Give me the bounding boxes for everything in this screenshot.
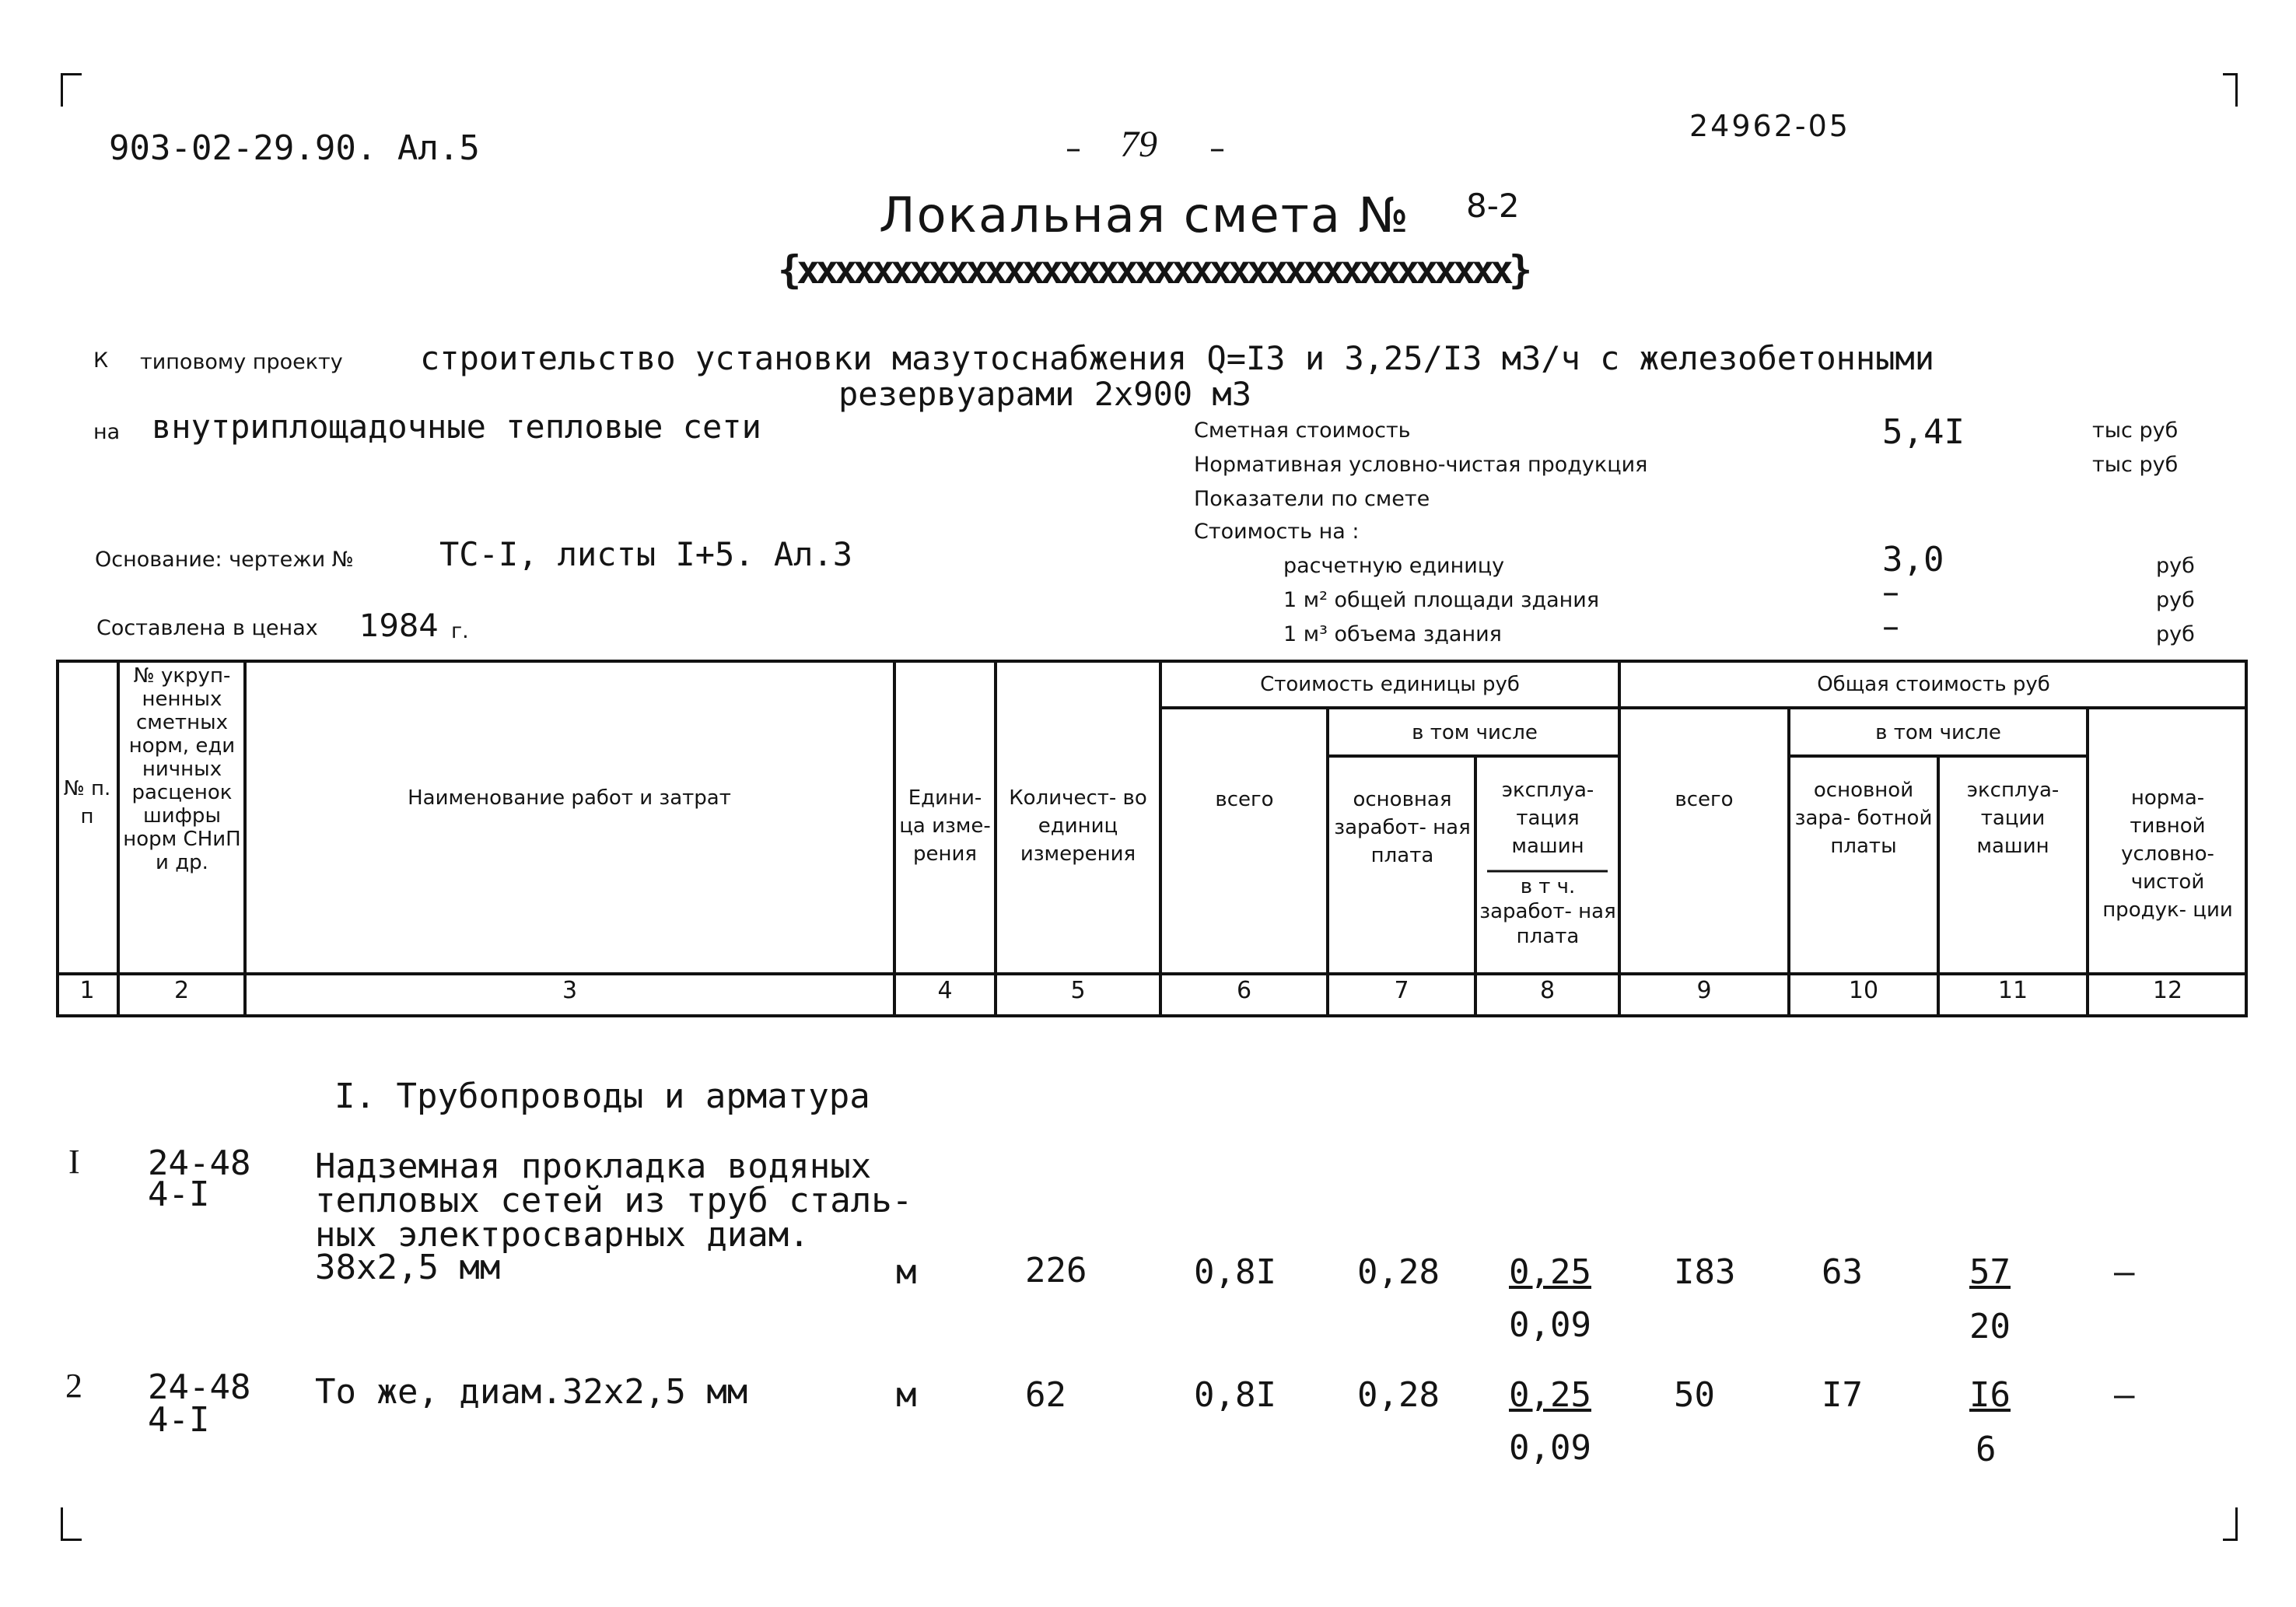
- crop-mark-bottom-right: [2223, 1507, 2238, 1541]
- row-number: 2: [65, 1367, 82, 1405]
- volume-unit: руб: [2156, 622, 2195, 646]
- row-code-line-1: 24-48: [148, 1143, 251, 1183]
- row-unit-machines-wage: 0,09: [1509, 1305, 1591, 1345]
- crop-mark-bottom-left: [61, 1507, 82, 1541]
- struck-out-line: {xxxxxxxxxxxxxxxxxxxxxxxxxxxxxxxxxxxxxx}: [778, 247, 1528, 292]
- header-unit-wage: основная заработ- ная плата: [1334, 788, 1471, 867]
- row-total-machines-wage: 6: [1976, 1430, 1997, 1469]
- row-unit-machines: 0,25: [1509, 1252, 1591, 1292]
- row-name-line-3: ных электросварных диам.: [315, 1215, 810, 1255]
- row-unit: м: [896, 1375, 917, 1415]
- header-unit-cost-group: Стоимость единицы руб: [1260, 673, 1520, 696]
- project-line-1: строительство установки мазутоснабжения Q=I3 и 3,25/I3 м3/ч с железобетонными: [420, 339, 1935, 377]
- header-num: № п. п: [63, 777, 111, 828]
- document-code: 903-02-29.90. Ал.5: [109, 128, 480, 168]
- na-label: на: [93, 420, 121, 444]
- header-unit-machines: эксплуа- тация машин: [1501, 779, 1594, 858]
- row-number: I: [68, 1143, 80, 1181]
- basis-label: Основание: чертежи №: [95, 548, 354, 572]
- col-number-9: 9: [1696, 977, 1712, 1004]
- header-total-wage: основной зара- ботной платы: [1794, 779, 1933, 858]
- cost-value: 5,4I: [1882, 412, 1965, 452]
- row-total: 50: [1674, 1375, 1715, 1415]
- project-line-2: резервуарами 2х900 м3: [838, 375, 1252, 413]
- row-total-machines: I6: [1969, 1375, 2011, 1415]
- crop-mark-top-right: [2223, 73, 2238, 107]
- row-unit-wage: 0,28: [1357, 1252, 1440, 1292]
- row-unit: м: [896, 1252, 917, 1292]
- row-code-line-1: 24-48: [148, 1367, 251, 1407]
- crop-mark-top-left: [61, 73, 82, 107]
- volume-label: 1 м³ объема здания: [1283, 622, 1502, 646]
- area-value: –: [1882, 572, 1899, 612]
- header-total-machines: эксплуа- тации машин: [1966, 779, 2060, 858]
- row-total-wage: I7: [1822, 1375, 1863, 1415]
- row-quantity: 62: [1025, 1375, 1066, 1415]
- header-total-cost-group: Общая стоимость руб: [1817, 673, 2050, 696]
- cost-label: Сметная стоимость: [1194, 418, 1411, 443]
- header-quantity: Количест- во единиц измерения: [1009, 786, 1147, 866]
- row-total-machines-wage: 20: [1969, 1307, 2011, 1346]
- k-label: К: [93, 348, 109, 373]
- row-name-line-4: 38х2,5 мм: [315, 1248, 501, 1287]
- row-unit-wage: 0,28: [1357, 1375, 1440, 1415]
- col-number-5: 5: [1070, 977, 1086, 1004]
- row-unit-machines-wage: 0,09: [1509, 1428, 1591, 1468]
- row-unit-total: 0,8I: [1194, 1252, 1276, 1292]
- header-unit-machines-wage: в т ч. заработ- ная плата: [1479, 875, 1616, 948]
- row-unit-total: 0,8I: [1194, 1375, 1276, 1415]
- table-header: [56, 660, 2248, 1017]
- area-label: 1 м² общей площади здания: [1283, 588, 1600, 612]
- header-name: Наименование работ и затрат: [408, 786, 731, 810]
- row-net-products: –: [2114, 1375, 2135, 1415]
- row-quantity: 226: [1025, 1251, 1087, 1290]
- page-dash-left: –: [1066, 131, 1081, 166]
- col-number-1: 1: [79, 977, 95, 1004]
- na-value: внутриплощадочные тепловые сети: [152, 408, 761, 446]
- col-number-2: 2: [173, 977, 190, 1004]
- cost-per-label: Стоимость на :: [1194, 520, 1360, 544]
- prices-year: 1984: [359, 608, 439, 644]
- row-net-products: –: [2114, 1252, 2135, 1292]
- header-incl-total: в том числе: [1875, 721, 2001, 744]
- row-code-line-2: 4-I: [148, 1175, 210, 1214]
- row-total-machines: 57: [1969, 1252, 2011, 1292]
- page-number: 79: [1120, 124, 1157, 165]
- volume-value: –: [1882, 607, 1899, 646]
- col-number-8: 8: [1539, 977, 1556, 1004]
- header-total: всего: [1675, 788, 1734, 811]
- header-unit-total: всего: [1215, 788, 1274, 811]
- col-number-3: 3: [562, 977, 578, 1004]
- row-total: I83: [1674, 1252, 1736, 1292]
- indicators-label: Показатели по смете: [1194, 487, 1430, 511]
- estimate-number: 8-2: [1466, 187, 1520, 225]
- header-incl-unit: в том числе: [1412, 721, 1538, 744]
- col-number-10: 10: [1848, 977, 1879, 1004]
- project-label: типовому проекту: [140, 350, 343, 374]
- col-number-7: 7: [1394, 977, 1409, 1004]
- col-number-4: 4: [937, 977, 953, 1004]
- row-name-line-1: Надземная прокладка водяных: [315, 1147, 872, 1186]
- unit-cost-unit: руб: [2156, 554, 2195, 578]
- col-number-11: 11: [1997, 977, 2028, 1004]
- prices-suffix: г.: [451, 619, 469, 643]
- row-name-line-2: тепловых сетей из труб сталь-: [315, 1181, 913, 1220]
- row-unit-machines: 0,25: [1509, 1375, 1591, 1415]
- header-norm-code: № укруп- ненных сметных норм, еди ничных расценок шифры норм СНиП и др.: [123, 664, 241, 874]
- page-title: Локальная смета №: [879, 187, 1411, 243]
- col-number-6: 6: [1236, 977, 1252, 1004]
- page-dash-right: –: [1209, 131, 1225, 166]
- unit-cost-value: 3,0: [1882, 540, 1944, 579]
- area-unit: руб: [2156, 588, 2195, 612]
- section-title: I. Трубопроводы и арматура: [334, 1077, 870, 1116]
- prices-label: Составлена в ценах: [96, 616, 318, 640]
- row-name-line-1: То же, диам.32х2,5 мм: [315, 1372, 748, 1412]
- basis-value: ТС-I, листы I+5. Ал.3: [439, 535, 853, 573]
- row-code-line-2: 4-I: [148, 1400, 210, 1440]
- unit-cost-label: расчетную единицу: [1283, 554, 1505, 578]
- header-net-products: норма- тивной условно- чистой продук- ции: [2102, 786, 2233, 922]
- norm-unit: тыс руб: [2092, 453, 2179, 477]
- row-total-wage: 63: [1822, 1252, 1863, 1292]
- archive-number: 24962-05: [1689, 109, 1850, 143]
- col-number-12: 12: [2152, 977, 2183, 1004]
- norm-label: Нормативная условно-чистая продукция: [1194, 453, 1648, 477]
- cost-unit: тыс руб: [2092, 418, 2179, 443]
- header-unit: Едини- ца изме- рения: [899, 786, 991, 866]
